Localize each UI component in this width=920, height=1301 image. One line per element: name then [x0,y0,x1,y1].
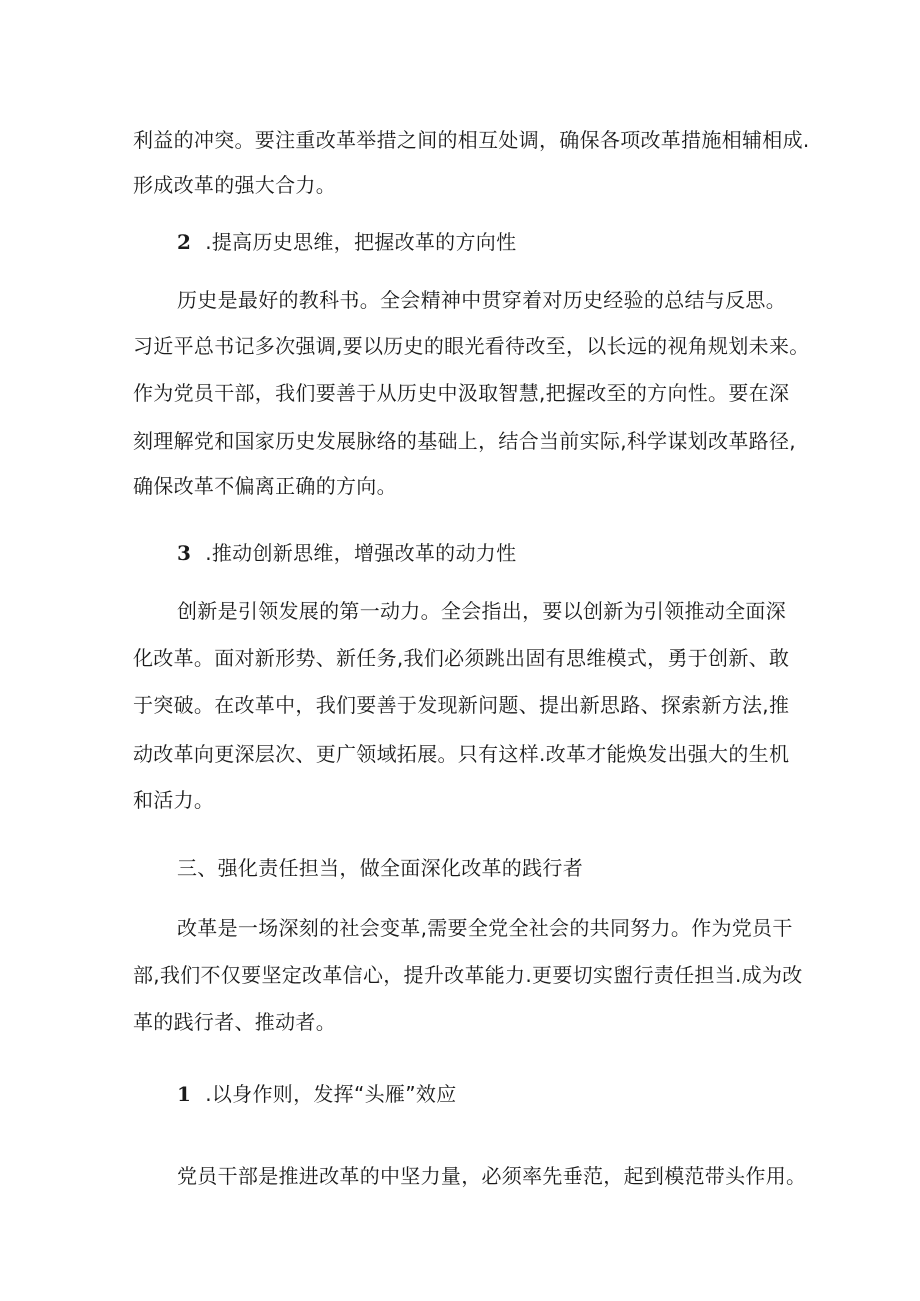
paragraph-line: 动改革向更深层次、更广领域拓展。只有这样.改革才能焕发出强大的生机 [133,742,790,766]
subheading-2 [177,229,516,255]
paragraph-line: 改革是一场深刻的社会变革,需要全党全社会的共同努力。作为党员干 [177,916,793,940]
subheading-number: 1 [177,1082,192,1106]
paragraph-line: 部,我们不仅要坚定改革信心，提升改革能力.更要切实盥行责任担当.成为改 [133,963,803,987]
section-heading: 三、强化责任担当，做全面深化改革的践行者 [177,856,583,880]
paragraph-line: 历史是最好的教科书。全会精神中贯穿着对历史经验的总结与反思。 [177,288,786,312]
subheading-text: .以身作则，发挥“头雁”效应 [205,1082,457,1106]
subheading-number: 2 [177,230,192,254]
paragraph-line: 确保改革不偏离正确的方向。 [133,474,397,498]
paragraph-line: 革的践行者、推动者。 [133,1010,336,1034]
paragraph-line: 习近平总书记多次强调,要以历史的眼光看待改至，以长远的视角规划未来。 [133,334,810,358]
subheading-text: .提高历史思维，把握改革的方向性 [205,230,517,254]
subheading-3 [177,540,516,566]
subheading-number: 3 [177,541,192,565]
subheading-text: .推动创新思维，增强改革的动力性 [205,541,517,565]
paragraph-line: 利益的冲突。要注重改革举措之间的相互处调，确保各项改革措施相辅相成. [133,128,810,152]
paragraph-line: 于突破。在改革中，我们要善于发现新问题、提出新思路、探索新方法,推 [133,693,790,717]
paragraph-line: 创新是引领发展的第一动力。全会指出，要以创新为引领推动全面深 [177,599,786,623]
paragraph-line: 化改革。面对新形势、新任务,我们必须跳出固有思维模式，勇于创新、敢 [133,646,790,670]
paragraph-line: 党员干部是推进改革的中坚力量，必须率先垂范，起到模范带头作用。 [177,1164,807,1188]
paragraph-line: 和活力。 [133,788,215,812]
paragraph-line: 作为党员干部，我们要善于从历史中汲取智慧,把握改至的方向性。要在深 [133,381,790,405]
subheading-1 [177,1081,457,1107]
paragraph-line: 形成改革的强大合力。 [133,173,336,197]
paragraph-line: 刻理解党和国家历史发展脉络的基础上，结合当前实际,科学谋划改革路径, [133,429,796,453]
